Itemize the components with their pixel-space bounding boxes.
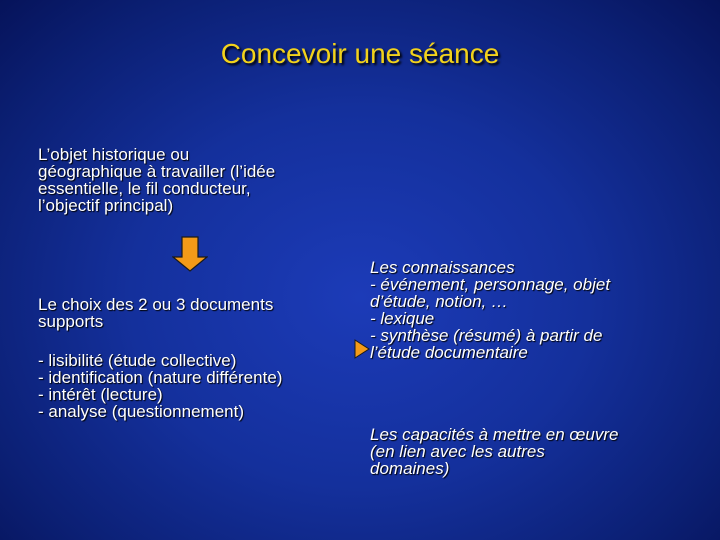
critere-item: - analyse (questionnement) [38, 402, 245, 421]
capacites-line: (en lien avec les autres [370, 442, 545, 461]
critere-item: - identification (nature différente) [38, 368, 283, 387]
connaissances-line: Les connaissances [370, 258, 515, 277]
objet-line: essentielle, le fil conducteur, [38, 179, 251, 198]
objet-line: géographique à travailler (l’idée [38, 162, 276, 181]
objet-text-block [38, 146, 275, 214]
capacites-line: domaines) [370, 459, 450, 478]
critere-item: - lisibilité (étude collective) [38, 351, 237, 370]
choix-line: Le choix des 2 ou 3 documents [38, 295, 274, 314]
connaissances-line: - événement, personnage, objet [370, 275, 611, 294]
connaissances-line: l’étude documentaire [370, 343, 528, 362]
arrow-right-icon [354, 339, 370, 359]
slide-title: Concevoir une séance [220, 38, 500, 69]
connaissances-line: - synthèse (résumé) à partir de [370, 326, 603, 345]
objet-line: L’objet historique ou [38, 145, 190, 164]
choix-line: supports [38, 312, 104, 331]
connaissances-line: d’étude, notion, … [370, 292, 508, 311]
connaissances-block [370, 259, 610, 361]
connaissances-line: - lexique [370, 309, 435, 328]
objet-line: l’objectif principal) [38, 196, 174, 215]
capacites-line: Les capacités à mettre en œuvre [370, 425, 619, 444]
critere-item: - intérêt (lecture) [38, 385, 163, 404]
arrow-down-icon [172, 236, 208, 272]
capacites-block [370, 426, 619, 477]
criteres-list [38, 352, 282, 420]
choix-text-block [38, 296, 273, 330]
